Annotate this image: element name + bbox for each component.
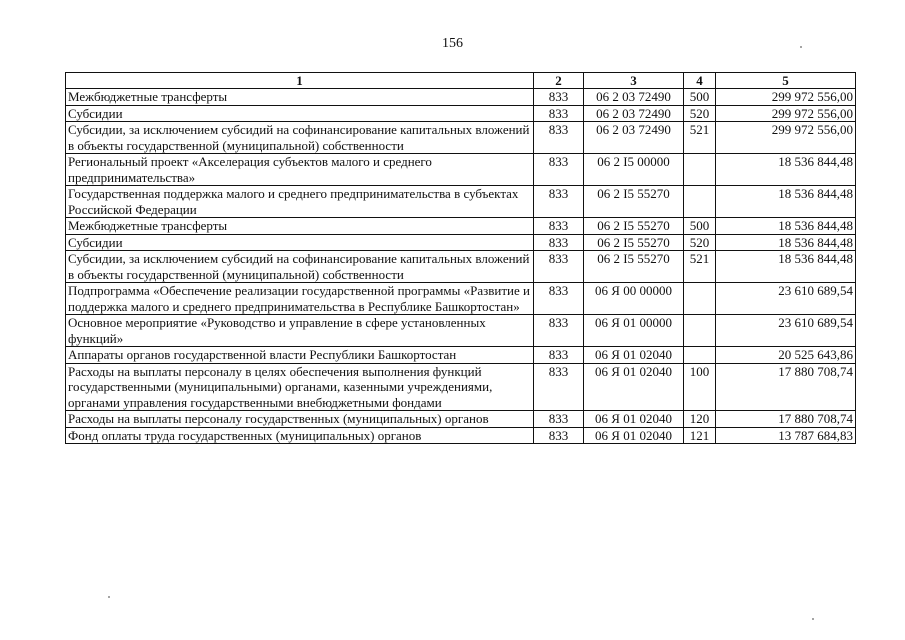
cell-target-article: 06 Я 01 02040 — [584, 427, 684, 444]
cell-name: Фонд оплаты труда государственных (муниципальных) органов — [66, 427, 534, 444]
cell-name: Региональный проект «Акселерация субъектов малого и среднего предпринимательства» — [66, 154, 534, 186]
cell-expense-type: 500 — [684, 218, 716, 235]
table-row — [66, 411, 856, 428]
cell-amount: 13 787 684,83 — [716, 427, 856, 444]
cell-code: 833 — [534, 105, 584, 122]
cell-code: 833 — [534, 411, 584, 428]
cell-name: Основное мероприятие «Руководство и управление в сфере установленных функций» — [66, 315, 534, 347]
cell-target-article: 06 2 I5 55270 — [584, 218, 684, 235]
cell-code: 833 — [534, 251, 584, 283]
cell-expense-type: 521 — [684, 122, 716, 154]
table-row — [66, 89, 856, 106]
cell-amount: 299 972 556,00 — [716, 89, 856, 106]
cell-code: 833 — [534, 347, 584, 364]
table-header-row — [66, 73, 856, 89]
cell-code: 833 — [534, 122, 584, 154]
header-col-5: 5 — [716, 73, 856, 89]
cell-target-article: 06 Я 01 00000 — [584, 315, 684, 347]
table-row — [66, 283, 856, 315]
cell-amount: 18 536 844,48 — [716, 154, 856, 186]
cell-code: 833 — [534, 186, 584, 218]
cell-amount: 17 880 708,74 — [716, 363, 856, 411]
table-row — [66, 105, 856, 122]
cell-target-article: 06 2 03 72490 — [584, 105, 684, 122]
cell-code: 833 — [534, 234, 584, 251]
cell-target-article: 06 Я 01 02040 — [584, 411, 684, 428]
cell-amount: 18 536 844,48 — [716, 218, 856, 235]
cell-name: Межбюджетные трансферты — [66, 218, 534, 235]
cell-amount: 18 536 844,48 — [716, 251, 856, 283]
cell-expense-type: 521 — [684, 251, 716, 283]
scan-speck — [812, 618, 814, 620]
cell-expense-type — [684, 154, 716, 186]
cell-target-article: 06 2 I5 55270 — [584, 251, 684, 283]
cell-target-article: 06 2 I5 55270 — [584, 234, 684, 251]
cell-target-article: 06 2 I5 55270 — [584, 186, 684, 218]
cell-name: Подпрограмма «Обеспечение реализации государственной программы «Развитие и поддержка малого и среднего предпринимательства в Республике Башкортостан» — [66, 283, 534, 315]
cell-expense-type: 520 — [684, 105, 716, 122]
page-number: 156 — [442, 36, 463, 51]
table-row — [66, 122, 856, 154]
cell-expense-type — [684, 186, 716, 218]
table-body — [66, 89, 856, 444]
cell-name: Субсидии, за исключением субсидий на софинансирование капитальных вложений в объекты государственной (муниципальной) собственности — [66, 251, 534, 283]
cell-expense-type: 100 — [684, 363, 716, 411]
header-col-3: 3 — [584, 73, 684, 89]
cell-amount: 17 880 708,74 — [716, 411, 856, 428]
table-row — [66, 427, 856, 444]
cell-target-article: 06 Я 01 02040 — [584, 347, 684, 364]
header-col-4: 4 — [684, 73, 716, 89]
cell-expense-type: 120 — [684, 411, 716, 428]
cell-code: 833 — [534, 218, 584, 235]
cell-code: 833 — [534, 283, 584, 315]
cell-name: Расходы на выплаты персоналу в целях обеспечения выполнения функций государственными (муниципальными) органами, казенными учреждениями, органами управления государственными внебюджетными фондами — [66, 363, 534, 411]
cell-name: Субсидии — [66, 234, 534, 251]
header-col-2: 2 — [534, 73, 584, 89]
cell-expense-type — [684, 283, 716, 315]
header-col-1: 1 — [66, 73, 534, 89]
cell-target-article: 06 2 I5 00000 — [584, 154, 684, 186]
cell-amount: 23 610 689,54 — [716, 283, 856, 315]
cell-name: Государственная поддержка малого и среднего предпринимательства в субъектах Российской Федерации — [66, 186, 534, 218]
table-row — [66, 251, 856, 283]
table-row — [66, 218, 856, 235]
scan-speck — [108, 596, 110, 598]
cell-target-article: 06 Я 01 02040 — [584, 363, 684, 411]
cell-name: Субсидии, за исключением субсидий на софинансирование капитальных вложений в объекты государственной (муниципальной) собственности — [66, 122, 534, 154]
cell-code: 833 — [534, 363, 584, 411]
table-row — [66, 186, 856, 218]
cell-name: Субсидии — [66, 105, 534, 122]
cell-code: 833 — [534, 315, 584, 347]
cell-expense-type: 121 — [684, 427, 716, 444]
cell-name: Межбюджетные трансферты — [66, 89, 534, 106]
cell-code: 833 — [534, 427, 584, 444]
cell-target-article: 06 Я 00 00000 — [584, 283, 684, 315]
cell-amount: 18 536 844,48 — [716, 186, 856, 218]
cell-amount: 23 610 689,54 — [716, 315, 856, 347]
budget-table — [65, 72, 856, 444]
cell-expense-type — [684, 315, 716, 347]
cell-code: 833 — [534, 89, 584, 106]
cell-expense-type: 520 — [684, 234, 716, 251]
table-row — [66, 154, 856, 186]
cell-amount: 299 972 556,00 — [716, 122, 856, 154]
cell-target-article: 06 2 03 72490 — [584, 89, 684, 106]
cell-expense-type — [684, 347, 716, 364]
table-row — [66, 234, 856, 251]
cell-amount: 20 525 643,86 — [716, 347, 856, 364]
table-row — [66, 347, 856, 364]
cell-amount: 299 972 556,00 — [716, 105, 856, 122]
cell-amount: 18 536 844,48 — [716, 234, 856, 251]
table-row — [66, 363, 856, 411]
cell-name: Расходы на выплаты персоналу государственных (муниципальных) органов — [66, 411, 534, 428]
scan-speck — [800, 46, 802, 48]
cell-code: 833 — [534, 154, 584, 186]
table-row — [66, 315, 856, 347]
cell-name: Аппараты органов государственной власти Республики Башкортостан — [66, 347, 534, 364]
cell-expense-type: 500 — [684, 89, 716, 106]
cell-target-article: 06 2 03 72490 — [584, 122, 684, 154]
